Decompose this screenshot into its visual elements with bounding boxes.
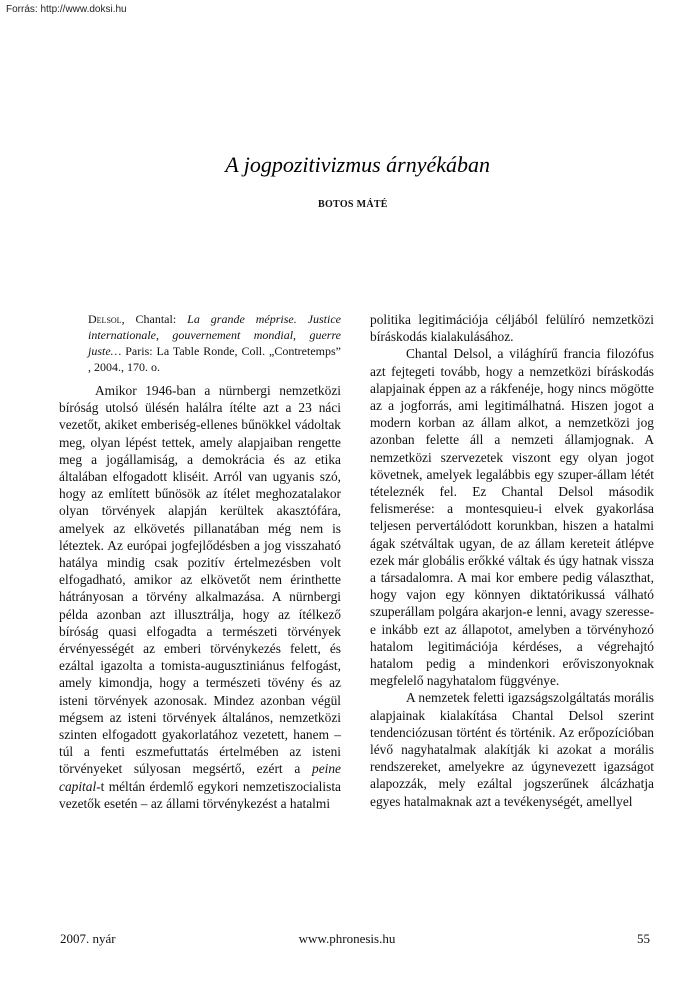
paragraph: politika legitimációja céljából felülíró nemzetközi bíráskodás kialakulásához. <box>370 312 654 345</box>
reference-author: Delsol <box>88 312 122 326</box>
right-column <box>370 311 654 810</box>
article-title: A jogpozitivizmus árnyékában <box>225 152 490 177</box>
paragraph <box>59 382 341 812</box>
reference-book-title: La grande méprise. Justice internationale, gouvernement mondial, guerre juste… <box>88 312 341 358</box>
left-column <box>59 311 341 812</box>
paragraph: A nemzetek feletti igazságszolgáltatás morális alapjainak kialakítása Chantal Delsol szerint tendenciózusan történt és történik. Az erőpozícióban lévő nagyhatalmak alakítják ki azokat a morális rendszereket, amelyekre az úgynevezett igazságot alapozzák, mely ezáltal jogszerűnek álcázhatja egyes hatalmaknak azt a tevékenységét, amellyel <box>370 690 654 809</box>
reference-publisher: Paris: La Table Ronde, Coll. „Contretemps” , 2004., 170. o. <box>88 344 341 374</box>
paragraph-text: Amikor 1946-ban a nürnbergi nemzetközi bíróság utolsó ülésén halálra ítélte azt a 23 náci vezetőt, akiket emberiség-ellenes bűnökkel vádoltak meg, olyan lépést tettek, amely alapjaiban rengette meg a jogállamiság, a demokrácia és az etika általában elfogadott kliséit. Arról van ugyanis szó, hogy az említett bűnösök az ítélet meghozatalakor olyan törvények alapján kerültek akasztófára, amelyek az elkövetés pillanatában még nem is léteztek. Az európai jogfejlődésben a jog visszaható hatálya mindig csak pozitív értelmezésben volt elfogadható, amikor az elkövetőt nem érinthette hátrányosan a törvény alkalmazása. A nürnbergi példa azonban azt illusztrálja, hogy az ítélkező bíróság quasi elfogadta a természeti törvények érvényességét az emberi törvénykezés felett, és ezáltal igazolta a tomista-augusztiniánus felfogást, amely kimondja, hogy a természeti tövény és az isteni törvények azonosak. Mindez azonban végül mégsem az isteni törvények általános, nemzetközi szinten elfogadott gyakorlatához vezetett, hanem – túl a fenti eszmefuttatás értelmében az isteni törvényeket súlyosan megsértő, ezért a <box>59 383 341 777</box>
italic-term: peine capital <box>59 761 341 794</box>
reference-author-rest: , Chantal: <box>121 312 188 326</box>
left-body <box>59 382 341 812</box>
paragraph-text: -t méltán érdemlő egykori nemzetiszocialista vezetők esetén – az állami törvénykezést a hatalmi <box>59 778 341 811</box>
source-label: Forrás: http://www.doksi.hu <box>6 4 127 15</box>
article-author: BOTOS MÁTÉ <box>318 199 388 210</box>
page-number: 55 <box>637 931 650 946</box>
footer-url: www.phronesis.hu <box>298 931 396 946</box>
paragraph: Chantal Delsol, a világhírű francia filozófus azt fejtegeti tovább, hogy a nemzetközi bíráskodás alapjainak éppen az a rákfenéje, hogy nincs mögötte az a jogforrás, ami legitimálhatná. Hiszen jogot a modern korban az állam alkot, a nemzetközi jog azonban felette áll a nemzeti államjognak. A nemzetközi szervezetek viszont egy olyan jogot követnek, amelyek legalábbis egy szuper-állam létét tételeznék fel. Ez Chantal Delsol második felismerése: a montesquieu-i elvek gyakorlása teljesen pervertálódott korunkban, hiszen a hatalmi ágak szétváltak ugyan, de az állam kereteit átlépve ezek már globális erőkké váltak és úgy hatnak vissza a társadalomra. A mai kor embere pedig választhat, hogy vajon egy könnyen diktatórikussá válható szuperállam polgára akarjon-e lenni, avagy szeresse-e inkább ezt az állapotot, amelyben a törvényhozó hatalom legitimációja kérdéses, a végrehajtó hatalom pedig a mindenkori erőviszonyoknak megfelelő nagyhatalom függvénye. <box>370 346 654 689</box>
book-reference <box>88 311 341 375</box>
footer-date: 2007. nyár <box>60 931 116 946</box>
